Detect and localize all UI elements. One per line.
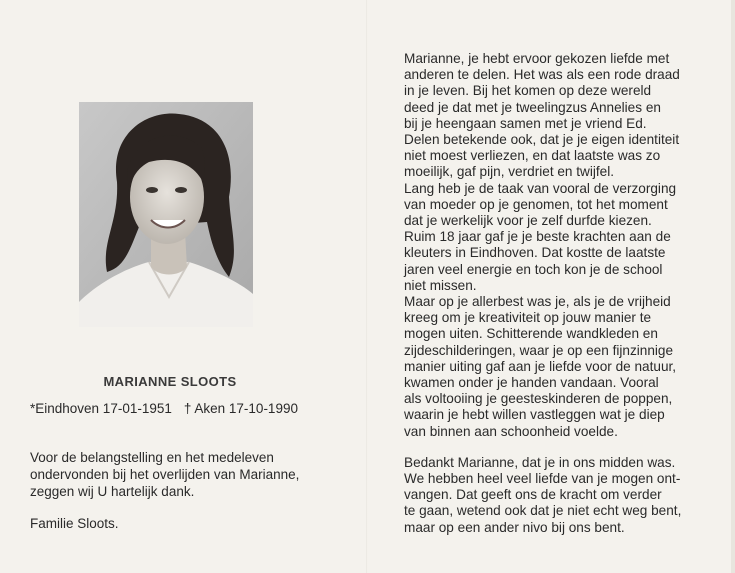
text-line: waarin je hebt willen vastleggen wat je diep [404, 407, 665, 423]
text-line: van binnen aan schoonheid voelde. [404, 423, 618, 439]
death-date: † Aken 17-10-1990 [183, 401, 298, 416]
text-line: in je leven. Bij het komen op deze wereld [404, 83, 652, 99]
text-line: dat je werkelijk voor je zelf durfde kiezen. [404, 213, 652, 229]
text-line: niet missen. [404, 277, 477, 293]
thanks-line: ondervonden bij het overlijden van Marianne, [30, 467, 300, 482]
text-line: vangen. Dat geeft ons de kracht om verder [404, 487, 662, 503]
text-line: Maar op je allerbest was je, als je de vrijheid [404, 294, 671, 310]
text-line: bij je heengaan samen met je vriend Ed. [404, 115, 647, 131]
text-line: van moeder op je genomen, tot het moment [404, 196, 668, 212]
family-signature: Familie Sloots. [30, 516, 119, 531]
text-line: als voltooiing je geesteskinderen de poppen, [404, 391, 673, 407]
card-fold [366, 0, 368, 573]
text-line: Ruim 18 jaar gaf je je beste krachten aan de [404, 229, 671, 245]
card-edge [731, 0, 735, 573]
text-line: Marianne, je hebt ervoor gekozen liefde met [404, 51, 670, 66]
text-line: maar op een ander nivo bij ons bent. [404, 519, 625, 535]
thank-you-text [30, 449, 350, 500]
text-line: zijdeschilderingen, waar je op een fijnzinnige [404, 342, 674, 358]
text-line: Delen betekende ook, dat je je eigen identiteit [404, 132, 680, 148]
thanks-line: Voor de belangstelling en het medeleven [30, 450, 274, 465]
life-dates [30, 401, 298, 416]
text-line: moeilijk, gaf pijn, verdriet en twijfel. [404, 164, 615, 180]
text-line: kreeg om je kreativiteit op jouw manier te [404, 310, 652, 326]
text-line: Lang heb je de taak van vooral de verzorging [404, 180, 677, 196]
portrait-photo [79, 102, 253, 327]
text-line: anderen te delen. Het was als een rode draad [404, 67, 680, 83]
thanks-line: zeggen wij U hartelijk dank. [30, 484, 195, 499]
memorial-text [404, 51, 704, 536]
paragraph-1 [404, 51, 704, 440]
birth-date: *Eindhoven 17-01-1951 [30, 401, 172, 416]
text-line: kwamen onder je handen vandaan. Vooral [404, 375, 659, 391]
text-line: manier uiting gaf aan je liefde voor de natuur, [404, 358, 677, 374]
text-line: We hebben heel veel liefde van je mogen ont- [404, 471, 681, 487]
text-line: mogen uiten. Schitterende wandkleden en [404, 326, 658, 342]
paragraph-2 [404, 455, 704, 536]
text-line: Bedankt Marianne, dat je in ons midden was. [404, 454, 676, 470]
text-line: niet moest verliezen, en dat laatste was zo [404, 148, 661, 164]
text-line: kleuters in Eindhoven. Dat kostte de laatste [404, 245, 666, 261]
deceased-name: MARIANNE SLOOTS [103, 374, 237, 389]
text-line: te gaan, wetend ook dat je niet echt weg bent, [404, 503, 682, 519]
text-line: jaren veel energie en toch kon je de school [404, 261, 663, 277]
text-line: deed je dat met je tweelingzus Annelies en [404, 99, 661, 115]
